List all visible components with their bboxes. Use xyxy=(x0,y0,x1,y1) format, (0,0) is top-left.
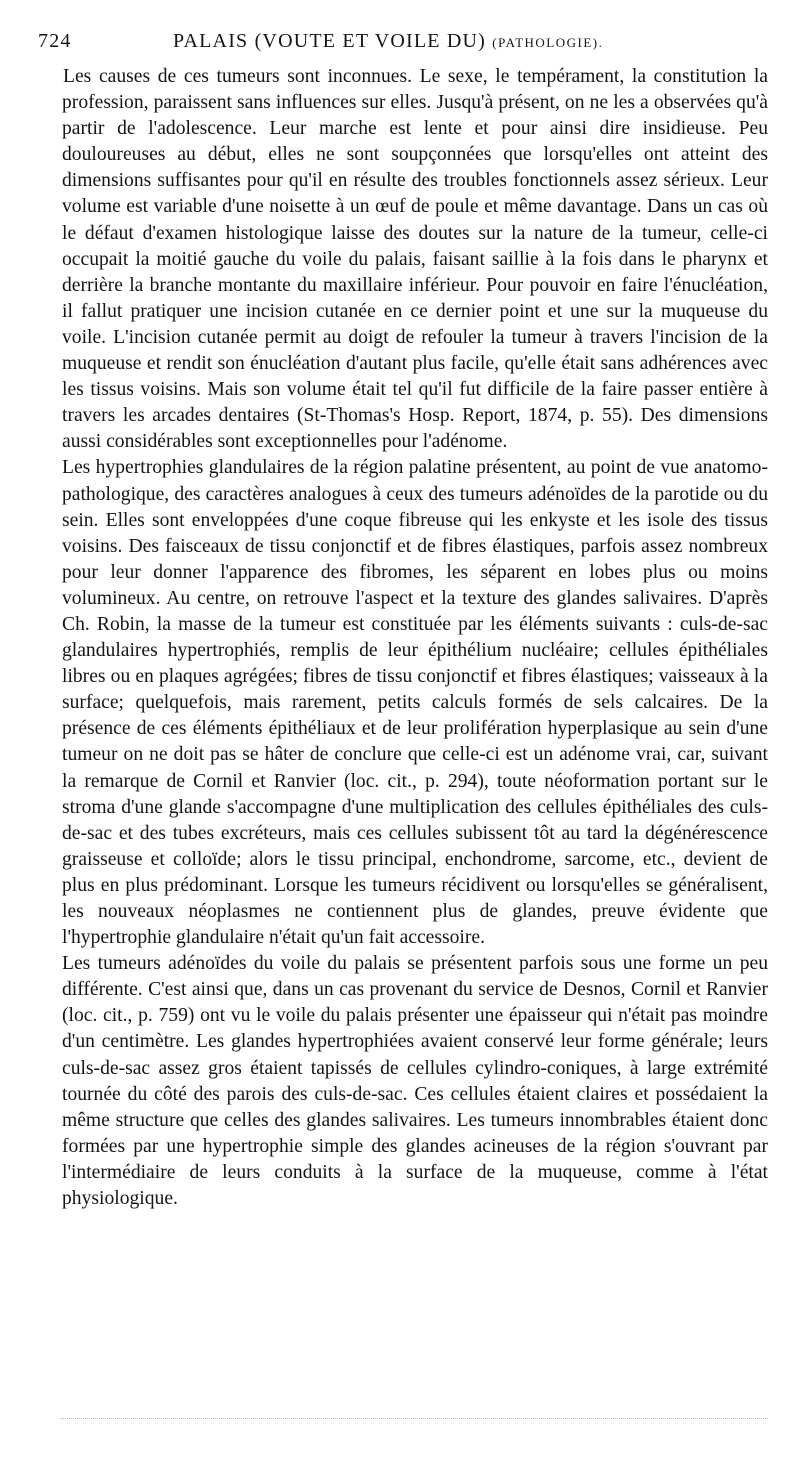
running-title xyxy=(173,30,603,53)
footer-rule xyxy=(60,1418,768,1419)
paragraph-causes: Les causes de ces tumeurs sont inconnues. Le sexe, le tempérament, la constitution la profession, paraissent sans influences sur elles. Jusqu'à présent, on ne les a observées qu'à partir de l'adolescence. Leur marche est lente et pour ainsi dire insidieuse. Peu douloureuses au début, elles ne sont soupçonnées que lorsqu'elles ont atteint des dimensions suffisantes pour qu'il en résulte des troubles fonctionnels assez sérieux. Leur volume est variable d'une noisette à un œuf de poule et même davantage. Dans un cas où le défaut d'examen histologique laisse des doutes sur la nature de la tumeur, celle-ci occupait la moitié gauche du voile du palais, faisant saillie à la fois dans le pharynx et derrière la branche montante du maxillaire inférieur. Pour pouvoir en faire l'énucléation, il fallut pratiquer une incision cutanée en ce dernier point et une sur la muqueuse du voile. L'incision cutanée permit au doigt de refouler la tumeur à travers l'incision de la muqueuse et rendit son énucléation d'autant plus facile, qu'elle était sans adhérences avec les tissus voisins. Mais son volume était tel qu'il fut difficile de la faire passer entière à travers les arcades dentaires (St-Thomas's Hosp. Report, 1874, p. 55). Des dimensions aussi considérables sont exceptionnelles pour l'adénome. xyxy=(62,66,768,453)
paragraph-hypertrophies: Les hypertrophies glandulaires de la région palatine présentent, au point de vue anatomo-pathologique, des caractères analogues à ceux des tumeurs adénoïdes de la parotide ou du sein. Elles sont enveloppées d'une coque fibreuse qui les enkyste et les isole des tissus voisins. Des faisceaux de tissu conjonctif et de fibres élastiques, parfois assez nombreux pour leur donner l'apparence des fibromes, les séparent en lobes plus ou moins volumineux. Au centre, on retrouve l'aspect et la texture des glandes salivaires. D'après Ch. Robin, la masse de la tumeur est constituée par les éléments suivants : culs-de-sac glandulaires hypertrophiés, remplis de leur épithélium nucléaire; cellules épithéliales libres ou en plaques agrégées; fibres de tissu conjonctif et fibres élastiques; vaisseaux à la surface; quelquefois, mais rarement, petits calculs formés de sels calcaires. De la présence de ces éléments épithéliaux et de leur prolifération hyperplasique au sein d'une tumeur on ne doit pas se hâter de conclure que celle-ci est un adénome vrai, car, suivant la remarque de Cornil et Ranvier (loc. cit., p. 294), toute néoformation portant sur le stroma d'une glande s'accompagne d'une multiplication des cellules épithéliales des culs-de-sac et des tubes excréteurs, mais ces cellules subissent tôt au tard la dégénérescence graisseuse et colloïde; alors le tissu principal, enchondrome, sarcome, etc., devient de plus en plus prédominant. Lorsque les tumeurs récidivent ou lorsqu'elles se généralisent, les nouveaux néoplasmes ne contiennent plus de glandes, preuve évidente que l'hypertrophie glandulaire n'était qu'un fait accessoire. xyxy=(62,457,768,949)
running-title-section: (PATHOLOGIE). xyxy=(492,35,604,50)
running-title-main: PALAIS (VOUTE ET VOILE DU) xyxy=(173,30,487,52)
body-text xyxy=(62,64,768,1212)
running-header xyxy=(38,30,762,58)
page-number: 724 xyxy=(38,30,72,52)
paragraph-adenoid-tumors: Les tumeurs adénoïdes du voile du palais se présentent parfois sous une forme un peu différente. C'est ainsi que, dans un cas provenant du service de Desnos, Cornil et Ranvier (loc. cit., p. 759) ont vu le voile du palais présenter une épaisseur qui n'était pas moindre d'un centimètre. Les glandes hypertrophiées avaient conservé leur forme générale; leurs culs-de-sac assez gros étaient tapissés de cellules cylindro-coniques, à large extrémité tournée du côté des parois des culs-de-sac. Ces cellules étaient claires et possédaient la même structure que celles des glandes salivaires. Les tumeurs innombrables étaient donc formées par une hypertrophie simple des glandes acineuses de la région s'ouvrant par l'intermédiaire de leurs conduits à la surface de la muqueuse, comme à l'état physiologique. xyxy=(62,953,768,1210)
